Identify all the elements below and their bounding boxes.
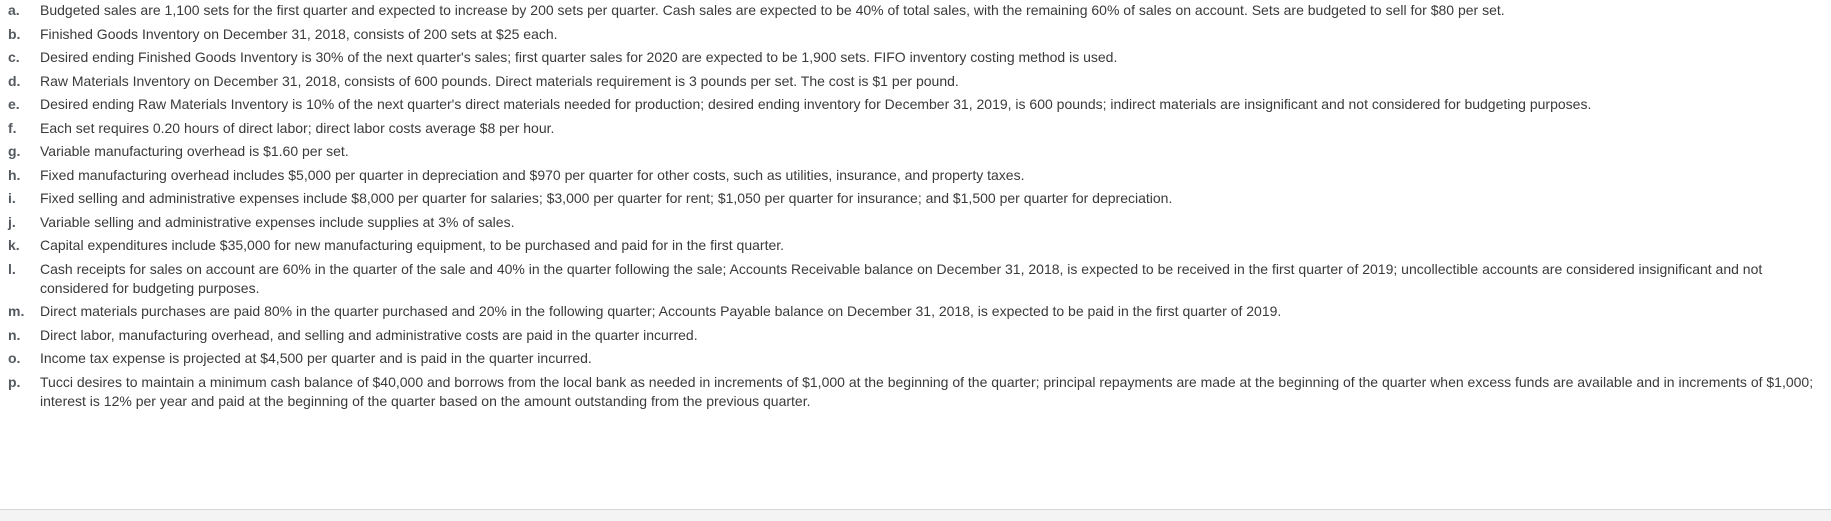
item-text: Capital expenditures include $35,000 for new manufacturing equipment, to be purchased and paid for in the first quarter. bbox=[40, 237, 785, 253]
item-letter: i. bbox=[8, 190, 16, 206]
item-text: Variable manufacturing overhead is $1.60 per set. bbox=[40, 143, 349, 159]
item-letter: h. bbox=[8, 166, 21, 183]
item-text: Desired ending Raw Materials Inventory is 10% of the next quarter's direct materials needed for production; desired ending inventory for December 31, 2019, is 600 pounds; indirect materials are insignificant and not considered for budgeting purposes. bbox=[40, 96, 1592, 112]
item-text: Income tax expense is projected at $4,500 per quarter and is paid in the quarter incurred. bbox=[40, 350, 592, 366]
item-letter: b. bbox=[8, 25, 21, 42]
item-letter: c. bbox=[8, 49, 20, 65]
item-text: Each set requires 0.20 hours of direct labor; direct labor costs average $8 per hour. bbox=[40, 119, 555, 136]
item-letter: p. bbox=[8, 373, 21, 390]
list-item bbox=[8, 302, 1823, 321]
list-item bbox=[8, 166, 1823, 185]
item-text: Tucci desires to maintain a minimum cash balance of $40,000 and borrows from the local bank as needed in increments of $1,000 at the beginning of the quarter; principal repayments are made at the beginning of the quarter when excess funds are available and in increments of $1,000; interest is 12% per year and paid at the beginning of the quarter based on the amount outstanding from the previous quarter. bbox=[40, 373, 1814, 409]
list-item bbox=[8, 142, 1823, 161]
item-letter: a. bbox=[8, 2, 20, 18]
item-text: Fixed selling and administrative expenses include $8,000 per quarter for salaries; $3,000 per quarter for rent; $1,050 per quarter for insurance; and $1,500 per quarter for depreciation. bbox=[40, 190, 1173, 206]
item-text: Budgeted sales are 1,100 sets for the first quarter and expected to increase by 200 sets per quarter. Cash sales are expected to be 40% of total sales, with the remaining 60% of sales on account. Sets are budgeted to sell for $80 per set. bbox=[40, 2, 1505, 18]
item-text: Direct labor, manufacturing overhead, and selling and administrative costs are paid in the quarter incurred. bbox=[40, 326, 698, 343]
list-item bbox=[8, 48, 1823, 67]
list-item bbox=[8, 326, 1823, 345]
list-item bbox=[8, 213, 1823, 232]
item-letter: k. bbox=[8, 237, 20, 253]
item-letter: n. bbox=[8, 326, 21, 343]
list-item bbox=[8, 260, 1823, 298]
item-letter: j. bbox=[8, 213, 16, 230]
list-item bbox=[8, 189, 1823, 208]
item-text: Variable selling and administrative expenses include supplies at 3% of sales. bbox=[40, 213, 515, 230]
list-item bbox=[8, 349, 1823, 368]
item-text: Raw Materials Inventory on December 31, 2018, consists of 600 pounds. Direct materials requirement is 3 pounds per set. The cost is $1 per pound. bbox=[40, 72, 959, 89]
list-item bbox=[8, 236, 1823, 255]
item-text: Fixed manufacturing overhead includes $5,000 per quarter in depreciation and $970 per quarter for other costs, such as utilities, insurance, and property taxes. bbox=[40, 166, 1025, 183]
list-item bbox=[8, 95, 1823, 114]
bottom-strip bbox=[0, 510, 1831, 521]
list-item bbox=[8, 373, 1823, 411]
list-item bbox=[8, 72, 1823, 91]
item-text: Desired ending Finished Goods Inventory is 30% of the next quarter's sales; first quarter sales for 2020 are expected to be 1,900 sets. FIFO inventory costing method is used. bbox=[40, 49, 1118, 65]
list-item bbox=[8, 119, 1823, 138]
assumptions-list bbox=[8, 1, 1823, 411]
item-text: Cash receipts for sales on account are 60% in the quarter of the sale and 40% in the quarter following the sale; Accounts Receivable balance on December 31, 2018, is expected to be received in the first quarter of 2019; uncollectible accounts are considered insignificant and not considered for budgeting purposes. bbox=[40, 260, 1763, 296]
item-letter: f. bbox=[8, 119, 17, 136]
item-letter: e. bbox=[8, 96, 20, 112]
item-text: Direct materials purchases are paid 80% in the quarter purchased and 20% in the following quarter; Accounts Payable balance on December 31, 2018, is expected to be paid in the first quarter of 2019. bbox=[40, 303, 1282, 319]
item-letter: m. bbox=[8, 303, 25, 319]
item-letter: o. bbox=[8, 350, 21, 366]
item-letter: g. bbox=[8, 143, 21, 159]
item-letter: d. bbox=[8, 72, 21, 89]
list-item bbox=[8, 1, 1823, 20]
item-letter: l. bbox=[8, 260, 16, 277]
item-text: Finished Goods Inventory on December 31, 2018, consists of 200 sets at $25 each. bbox=[40, 25, 558, 42]
list-item bbox=[8, 25, 1823, 44]
